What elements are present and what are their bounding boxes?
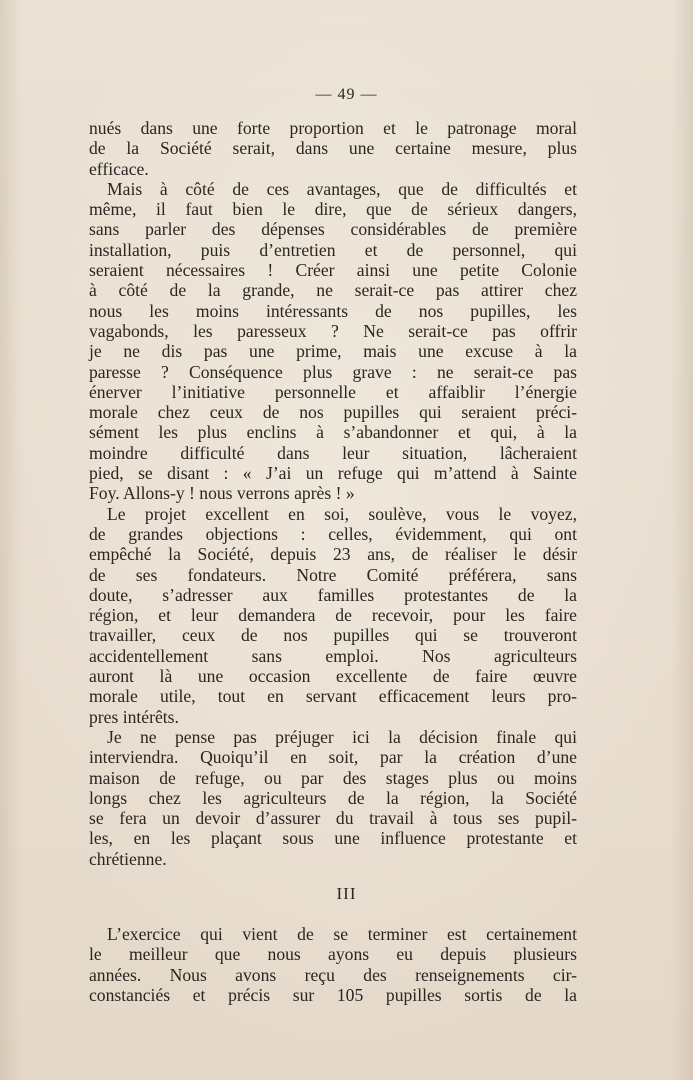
- text-line: je ne dis pas une prime, mais une excuse à la: [89, 341, 577, 362]
- text-line: Mais à côté de ces avantages, que de difficultés et: [107, 178, 577, 199]
- page-edge-right: [671, 0, 693, 1080]
- text-line: région, et leur demandera de recevoir, pour les faire: [89, 605, 577, 626]
- text-line: doute, s’adresser aux familles protestantes de la: [89, 584, 577, 605]
- text-line: les, en les plaçant sous une influence protestante et: [89, 828, 577, 849]
- text-line: Foy. Allons-y ! nous verrons après ! »: [89, 483, 355, 504]
- section-heading: III: [336, 884, 357, 903]
- text-line: nués dans une forte proportion et le patronage moral: [89, 118, 577, 138]
- text-line: seraient nécessaires ! Créer ainsi une petite Colonie: [89, 260, 577, 281]
- text-line: paresse ? Conséquence plus grave : ne serait-ce pas: [89, 361, 577, 382]
- text-line: constanciés et précis sur 105 pupilles sortis de la: [89, 984, 577, 1005]
- text-line: moindre difficulté dans leur situation, lâcheraient: [89, 442, 577, 463]
- text-line: morale utile, tout en servant efficacement leurs pro-: [89, 686, 577, 707]
- text-line: efficace.: [89, 158, 149, 179]
- text-line: sément les plus enclins à s’abandonner et qui, à la: [89, 422, 577, 443]
- text-line: interviendra. Quoiqu’il en soit, par la création d’une: [89, 747, 577, 768]
- text-line: de la Société serait, dans une certaine mesure, plus: [89, 138, 577, 159]
- text-line: sans parler des dépenses considérables de première: [89, 219, 577, 240]
- body-text-top: [89, 118, 577, 869]
- text-line: énerver l’initiative personnelle et affaiblir l’énergie: [89, 381, 577, 402]
- text-line: se fera un devoir d’assurer du travail à tous ses pupil-: [89, 808, 577, 829]
- text-line: années. Nous avons reçu des renseignements cir-: [89, 964, 577, 985]
- text-line: le meilleur que nous ayons eu depuis plusieurs: [89, 944, 577, 965]
- text-line: chrétienne.: [89, 848, 167, 869]
- text-line: Je ne pense pas préjuger ici la décision finale qui: [107, 726, 577, 747]
- text-line: morale chez ceux de nos pupilles qui seraient préci-: [89, 402, 577, 423]
- text-line: de grandes objections : celles, évidemment, qui ont: [89, 523, 577, 544]
- text-line: vagabonds, les paresseux ? Ne serait-ce pas offrir: [89, 320, 577, 341]
- text-line: de ses fondateurs. Notre Comité préférera, sans: [89, 564, 577, 585]
- text-line: maison de refuge, ou par des stages plus ou moins: [89, 767, 577, 788]
- text-line: empêché la Société, depuis 23 ans, de réaliser le désir: [89, 544, 577, 565]
- text-line: auront là une occasion excellente de faire œuvre: [89, 666, 577, 687]
- text-line: même, il faut bien le dire, que de sérieux dangers,: [89, 199, 577, 220]
- text-line: installation, puis d’entretien et de personnel, qui: [89, 239, 577, 260]
- text-line: Le projet excellent en soi, soulève, vous le voyez,: [107, 503, 577, 524]
- page-number: — 49 —: [315, 86, 378, 103]
- text-line: travailler, ceux de nos pupilles qui se trouveront: [89, 625, 577, 646]
- text-line: L’exercice qui vient de se terminer est certainement: [107, 924, 577, 944]
- text-line: pres intérêts.: [89, 706, 179, 727]
- text-line: pied, se disant : « J’ai un refuge qui m’attend à Sainte: [89, 463, 577, 484]
- text-line: nous les moins intéressants de nos pupilles, les: [89, 300, 577, 321]
- text-line: longs chez les agriculteurs de la région, la Société: [89, 787, 577, 808]
- page-edge-left: [0, 0, 22, 1080]
- text-line: accidentellement sans emploi. Nos agriculteurs: [89, 645, 577, 666]
- text-line: à côté de la grande, ne serait-ce pas attirer chez: [89, 280, 577, 301]
- body-text-bottom: [89, 924, 577, 1005]
